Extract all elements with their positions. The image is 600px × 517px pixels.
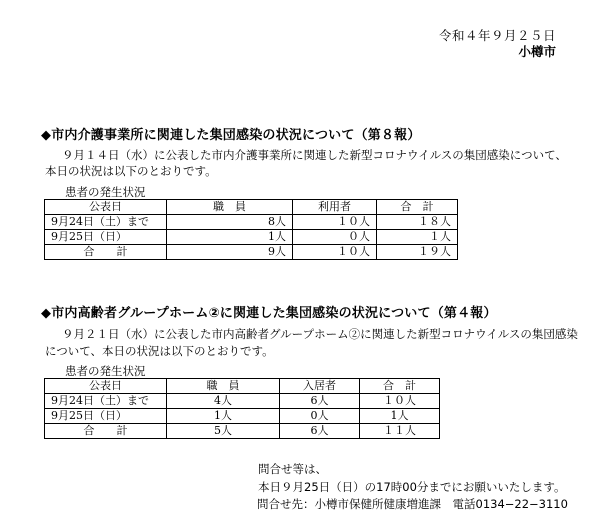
cell-total: １人 bbox=[377, 230, 458, 245]
header-staff: 職 員 bbox=[167, 379, 280, 394]
section1-title: ◆市内介護事業所に関連した集団感染の状況について（第８報） bbox=[41, 128, 421, 143]
cell-date: 9月24日（土）まで bbox=[45, 394, 167, 409]
header-residents: 入居者 bbox=[280, 379, 360, 394]
table-header-row bbox=[45, 200, 458, 215]
cell-date: 9月25日（日） bbox=[45, 409, 167, 424]
cell-total-label: 合 計 bbox=[45, 424, 167, 439]
cell-total: 1人 bbox=[360, 409, 440, 424]
issuer-city: 小樽市 bbox=[518, 44, 556, 59]
header-staff: 職 員 bbox=[167, 200, 293, 215]
contact-info: 問合せ先：小樽市保健所健康増進課 電話0134−22−3110 bbox=[257, 497, 568, 511]
contact-deadline: 本日９月25日（日）の17時00分までにお願いいたします。 bbox=[258, 480, 566, 494]
cell-total: １１人 bbox=[360, 424, 440, 439]
cell-users: １０人 bbox=[293, 245, 377, 260]
cell-users: １０人 bbox=[293, 215, 377, 230]
section1-body-line2: 本日の状況は以下のとおりです。 bbox=[45, 164, 217, 178]
contact-intro: 問合せ等は、 bbox=[258, 462, 327, 476]
document-date: 令和４年９月２５日 bbox=[438, 28, 556, 43]
section2-title: ◆市内高齢者グループホーム②に関連した集団感染の状況について（第４報） bbox=[41, 306, 497, 321]
cell-staff: 9人 bbox=[167, 245, 293, 260]
cell-total: １０人 bbox=[360, 394, 440, 409]
section2-table bbox=[44, 378, 440, 439]
cell-residents: 0人 bbox=[280, 409, 360, 424]
header-date: 公表日 bbox=[45, 200, 167, 215]
header-date: 公表日 bbox=[45, 379, 167, 394]
cell-total: １８人 bbox=[377, 215, 458, 230]
cell-total: １９人 bbox=[377, 245, 458, 260]
section2-body-line1: ９月２１日（水）に公表した市内高齢者グループホーム②に関連した新型コロナウイルスの集団感染 bbox=[62, 327, 578, 341]
cell-staff: 1人 bbox=[167, 409, 280, 424]
table-row bbox=[45, 409, 440, 424]
table-row bbox=[45, 215, 458, 230]
header-total: 合 計 bbox=[360, 379, 440, 394]
table-row bbox=[45, 394, 440, 409]
header-total: 合 計 bbox=[377, 200, 458, 215]
cell-residents: 6人 bbox=[280, 394, 360, 409]
cell-users: ０人 bbox=[293, 230, 377, 245]
cell-date: 9月24日（土）まで bbox=[45, 215, 167, 230]
section1-subtitle: 患者の発生状況 bbox=[65, 185, 146, 199]
section2-body-line2: について、本日の状況は以下のとおりです。 bbox=[45, 344, 274, 358]
cell-staff: 8人 bbox=[167, 215, 293, 230]
cell-staff: 5人 bbox=[167, 424, 280, 439]
cell-residents: 6人 bbox=[280, 424, 360, 439]
section1-body-line1: ９月１４日（水）に公表した市内介護事業所に関連した新型コロナウイルスの集団感染について、 bbox=[62, 148, 567, 162]
cell-total-label: 合 計 bbox=[45, 245, 167, 260]
table-total-row bbox=[45, 245, 458, 260]
header-users: 利用者 bbox=[293, 200, 377, 215]
cell-date: 9月25日（日） bbox=[45, 230, 167, 245]
section2-subtitle: 患者の発生状況 bbox=[65, 364, 146, 378]
table-total-row bbox=[45, 424, 440, 439]
cell-staff: 1人 bbox=[167, 230, 293, 245]
table-row bbox=[45, 230, 458, 245]
table-header-row bbox=[45, 379, 440, 394]
section1-table bbox=[44, 199, 458, 260]
cell-staff: 4人 bbox=[167, 394, 280, 409]
